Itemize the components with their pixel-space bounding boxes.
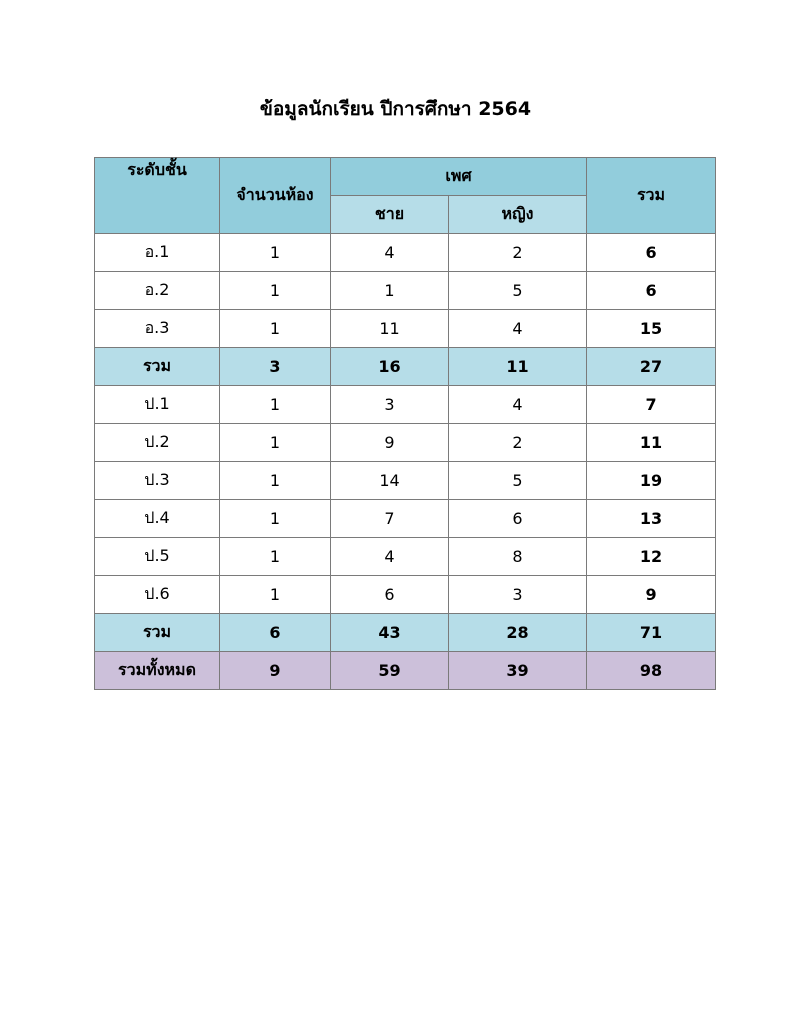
cell-total: 98 xyxy=(587,652,716,690)
cell-total: 13 xyxy=(587,500,716,538)
cell-total: 6 xyxy=(587,272,716,310)
cell-female: 6 xyxy=(449,500,587,538)
cell-level: อ.2 xyxy=(95,272,220,310)
cell-male: 59 xyxy=(331,652,449,690)
cell-female: 3 xyxy=(449,576,587,614)
cell-rooms: 1 xyxy=(220,576,331,614)
cell-male: 7 xyxy=(331,500,449,538)
table-row xyxy=(95,386,716,424)
cell-female: 4 xyxy=(449,310,587,348)
page-title: ข้อมูลนักเรียน ปีการศึกษา 2564 xyxy=(259,98,532,120)
table-row xyxy=(95,310,716,348)
cell-total: 7 xyxy=(587,386,716,424)
cell-total: 9 xyxy=(587,576,716,614)
cell-female: 4 xyxy=(449,386,587,424)
cell-level: อ.1 xyxy=(95,234,220,272)
grand-total-row xyxy=(95,652,716,690)
cell-rooms: 3 xyxy=(220,348,331,386)
table-row xyxy=(95,424,716,462)
cell-level: รวม xyxy=(95,348,220,386)
cell-total: 12 xyxy=(587,538,716,576)
cell-rooms: 1 xyxy=(220,310,331,348)
cell-female: 5 xyxy=(449,462,587,500)
cell-male: 6 xyxy=(331,576,449,614)
cell-male: 11 xyxy=(331,310,449,348)
cell-female: 5 xyxy=(449,272,587,310)
cell-rooms: 9 xyxy=(220,652,331,690)
cell-rooms: 1 xyxy=(220,538,331,576)
table-row xyxy=(95,234,716,272)
header-female: หญิง xyxy=(449,196,587,234)
table-row xyxy=(95,538,716,576)
header-total: รวม xyxy=(587,158,716,234)
cell-rooms: 1 xyxy=(220,500,331,538)
cell-male: 3 xyxy=(331,386,449,424)
table-row xyxy=(95,462,716,500)
cell-level: ป.2 xyxy=(95,424,220,462)
cell-male: 9 xyxy=(331,424,449,462)
cell-total: 19 xyxy=(587,462,716,500)
cell-rooms: 1 xyxy=(220,462,331,500)
cell-male: 14 xyxy=(331,462,449,500)
cell-female: 11 xyxy=(449,348,587,386)
cell-level: รวมทั้งหมด xyxy=(95,652,220,690)
cell-total: 27 xyxy=(587,348,716,386)
cell-male: 4 xyxy=(331,538,449,576)
cell-total: 15 xyxy=(587,310,716,348)
cell-female: 2 xyxy=(449,424,587,462)
cell-female: 39 xyxy=(449,652,587,690)
cell-male: 43 xyxy=(331,614,449,652)
cell-rooms: 6 xyxy=(220,614,331,652)
cell-male: 16 xyxy=(331,348,449,386)
table-row xyxy=(95,500,716,538)
header-male: ชาย xyxy=(331,196,449,234)
cell-male: 4 xyxy=(331,234,449,272)
cell-level: ป.5 xyxy=(95,538,220,576)
table-row xyxy=(95,272,716,310)
cell-male: 1 xyxy=(331,272,449,310)
table-row xyxy=(95,576,716,614)
cell-female: 2 xyxy=(449,234,587,272)
cell-female: 28 xyxy=(449,614,587,652)
cell-rooms: 1 xyxy=(220,424,331,462)
cell-total: 71 xyxy=(587,614,716,652)
header-rooms: จำนวนห้อง xyxy=(220,158,331,234)
cell-level: ป.1 xyxy=(95,386,220,424)
cell-total: 11 xyxy=(587,424,716,462)
student-table xyxy=(94,157,716,690)
subtotal-row-kindergarten xyxy=(95,348,716,386)
cell-level: ป.6 xyxy=(95,576,220,614)
cell-rooms: 1 xyxy=(220,386,331,424)
cell-female: 8 xyxy=(449,538,587,576)
cell-rooms: 1 xyxy=(220,234,331,272)
cell-level: รวม xyxy=(95,614,220,652)
header-level: ระดับชั้น xyxy=(95,158,220,234)
subtotal-row-primary xyxy=(95,614,716,652)
cell-rooms: 1 xyxy=(220,272,331,310)
cell-level: ป.4 xyxy=(95,500,220,538)
header-gender: เพศ xyxy=(331,158,587,196)
cell-total: 6 xyxy=(587,234,716,272)
cell-level: อ.3 xyxy=(95,310,220,348)
cell-level: ป.3 xyxy=(95,462,220,500)
